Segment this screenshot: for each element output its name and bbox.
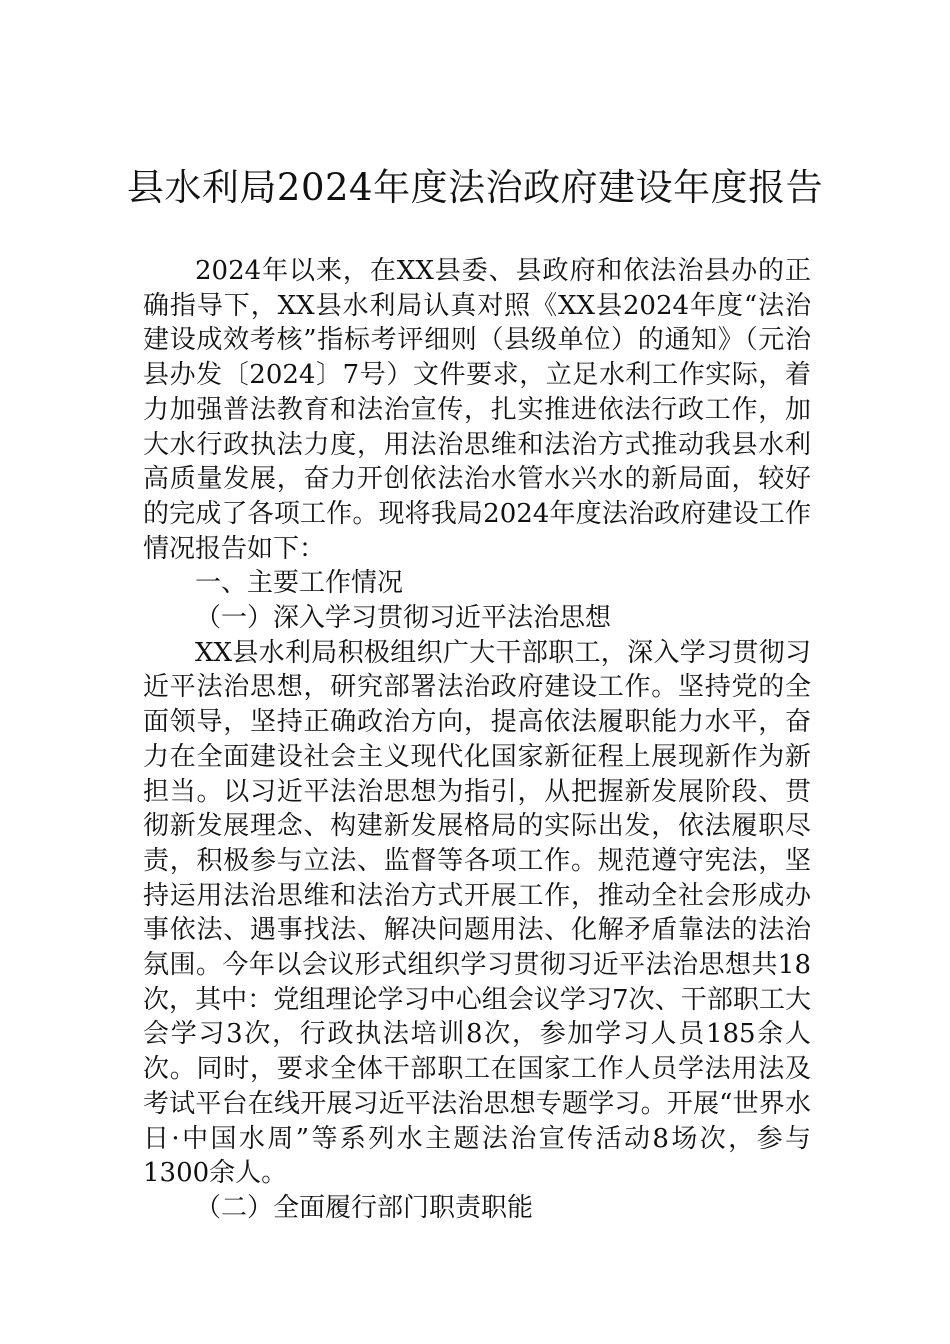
subsection-study-paragraph: XX县水利局积极组织广大干部职工，深入学习贯彻习近平法治思想，研究部署法治政府建设工作。坚持党的全面领导，坚持正确政治方向，提高依法履职能力水平，奋力在全面建设社会主义现代化国家新征程上展现新作为新担当。以习近平法治思想为指引，从把握新发展阶段、贯彻新发展理念、构建新发展格局的实际出发，依法履职尽责，积极参与立法、监督等各项工作。规范遵守宪法，坚持运用法治思维和法治方式开展工作，推动全社会形成办事依法、遇事找法、解决问题用法、化解矛盾靠法的法治氛围。今年以会议形式组织学习贯彻习近平法治思想共18次，其中：党组理论学习中心组会议学习7次、干部职工大会学习3次，行政执法培训8次，参加学习人员185余人次。同时，要求全体干部职工在国家工作人员学法用法及考试平台在线开展习近平法治思想专题学习。开展“世界水日·中国水周”等系列水主题法治宣传活动8场次，参与1300余人。 <box>143 637 811 1189</box>
section-heading-main-work: 一、主要工作情况 <box>195 568 404 599</box>
subsection-heading-duties: （二）全面履行部门职责职能 <box>195 1192 534 1223</box>
document-body <box>143 254 811 1226</box>
intro-paragraph: 2024年以来，在XX县委、县政府和依法治县办的正确指导下，XX县水利局认真对照《XX县2024年度“法治建设成效考核”指标考评细则（县级单位）的通知》（元治县办发〔2024〕7号）文件要求，立足水利工作实际，着力加强普法教育和法治宣传，扎实推进依法行政工作，加大水行政执法力度，用法治思维和法治方式推动我县水利高质量发展，奋力开创依法治水管水兴水的新局面，较好的完成了各项工作。现将我局2024年度法治政府建设工作情况报告如下： <box>143 256 811 564</box>
subsection-heading-study: （一）深入学习贯彻习近平法治思想 <box>195 603 612 634</box>
document-title: 县水利局2024年度法治政府建设年度报告 <box>126 166 824 209</box>
